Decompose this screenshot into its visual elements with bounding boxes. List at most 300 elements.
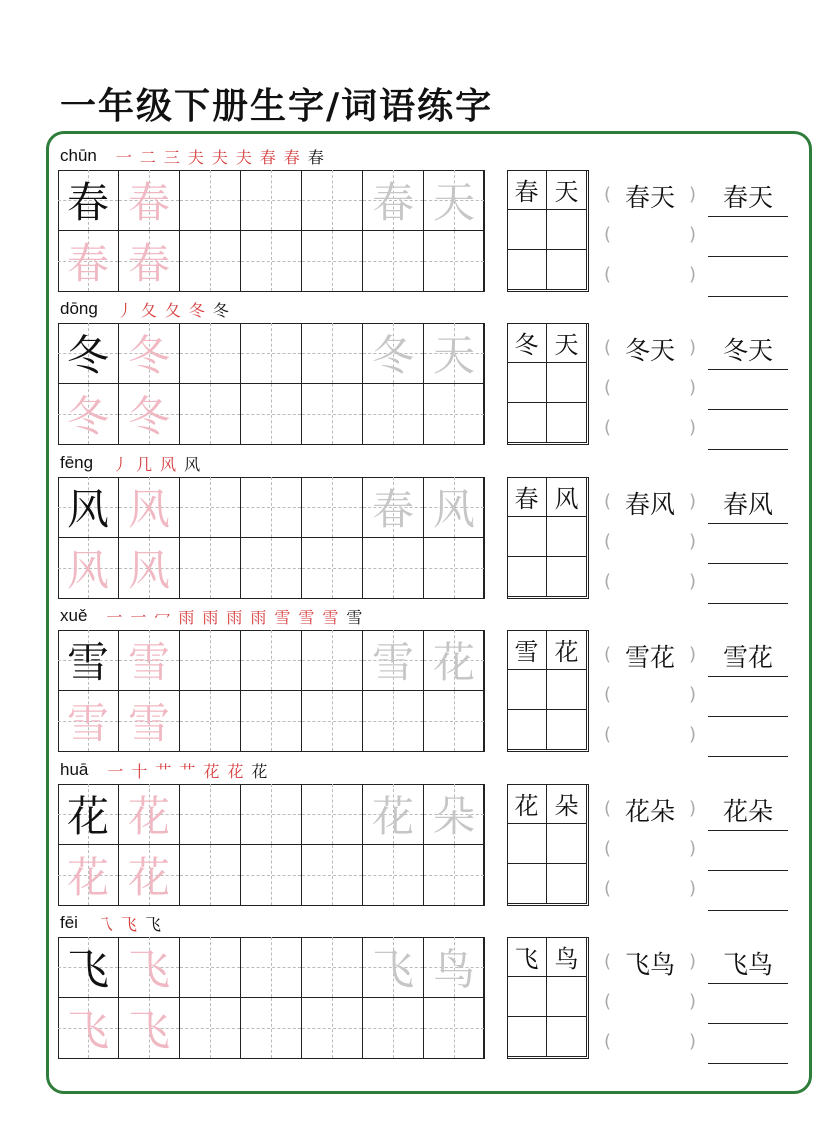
word-grid-cell[interactable]: 风 (547, 477, 587, 517)
word-grid-cell[interactable]: 冬 (507, 323, 547, 363)
grid-cell[interactable] (363, 323, 424, 384)
stroke-order-step: 冬 (188, 300, 205, 320)
underline-word: 雪花 (722, 643, 773, 672)
grid-cell[interactable] (241, 630, 302, 691)
trace-character: 风 (127, 546, 170, 595)
left-paren: ( (604, 684, 612, 705)
grid-cell[interactable] (58, 477, 119, 538)
grid-cell[interactable] (58, 937, 119, 998)
stroke-order-step: 冬 (212, 300, 229, 320)
grid-cell[interactable] (424, 384, 485, 445)
word-hint-character: 风 (432, 485, 475, 534)
character-section (0, 298, 840, 451)
grid-cell[interactable] (180, 384, 241, 445)
trace-character: 冬 (127, 331, 170, 380)
grid-cell[interactable] (241, 998, 302, 1059)
paren-answer-slot[interactable] (604, 985, 696, 1021)
right-paren: ) (688, 644, 696, 665)
stroke-order-step: 雨 (178, 607, 195, 627)
underline-answer-slot[interactable] (708, 873, 788, 911)
underline-answer-slot[interactable] (708, 679, 788, 717)
grid-cell[interactable] (302, 998, 363, 1059)
paren-answer-slot[interactable] (604, 371, 696, 407)
left-paren: ( (604, 491, 612, 512)
right-paren: ) (688, 491, 696, 512)
word-grid-cell[interactable] (507, 210, 547, 250)
word-grid-cell[interactable]: 朵 (547, 784, 587, 824)
word-grid-cell[interactable] (547, 403, 587, 443)
stroke-order-step: 艹 (179, 761, 196, 781)
grid-cell[interactable] (241, 323, 302, 384)
trace-character: 花 (66, 853, 109, 902)
grid-cell[interactable] (58, 845, 119, 906)
right-paren: ) (688, 838, 696, 859)
underline-answer-slot[interactable] (708, 179, 788, 217)
paren-answer-slot[interactable] (604, 718, 696, 754)
grid-cell[interactable] (58, 538, 119, 599)
grid-cell[interactable] (424, 323, 485, 384)
stroke-order-step: 春 (283, 147, 300, 167)
practice-grid (58, 784, 484, 906)
stroke-order-step: 风 (160, 454, 177, 474)
right-paren: ) (688, 224, 696, 245)
grid-cell[interactable] (180, 323, 241, 384)
right-paren: ) (688, 798, 696, 819)
character-section (0, 912, 840, 1065)
stroke-order-step: 夫 (235, 147, 252, 167)
stroke-order-step: 花 (251, 761, 268, 781)
underline-answer-slot[interactable] (708, 833, 788, 871)
grid-cell[interactable] (119, 384, 180, 445)
word-grid-cell[interactable] (547, 517, 587, 557)
practice-grid (58, 630, 484, 752)
pinyin-stroke-row (60, 605, 367, 627)
word-grid-cell[interactable]: 鸟 (547, 937, 587, 977)
right-paren: ) (688, 951, 696, 972)
grid-cell[interactable] (241, 845, 302, 906)
trace-character: 风 (127, 485, 170, 534)
pinyin-label: xuě (60, 606, 88, 625)
grid-cell[interactable] (424, 691, 485, 752)
word-grid (507, 323, 589, 445)
stroke-order-step: 二 (139, 147, 156, 167)
practice-grid (58, 477, 484, 599)
paren-answer-slot[interactable] (604, 945, 696, 981)
word-grid-cell[interactable]: 花 (547, 630, 587, 670)
word-hint-character: 朵 (432, 792, 475, 841)
right-paren: ) (688, 724, 696, 745)
grid-cell[interactable] (302, 477, 363, 538)
word-hint-character: 花 (371, 792, 414, 841)
pinyin-label: chūn (60, 146, 97, 165)
word-grid-cell[interactable] (507, 517, 547, 557)
word-grid-cell[interactable]: 春 (507, 170, 547, 210)
trace-character: 雪 (127, 699, 170, 748)
stroke-order-step: 花 (203, 761, 220, 781)
underline-answer-slot[interactable] (708, 1026, 788, 1064)
grid-cell[interactable] (58, 384, 119, 445)
grid-cell[interactable] (424, 170, 485, 231)
word-grid (507, 784, 589, 906)
stroke-order-step: 一 (130, 607, 147, 627)
underline-answer-slot[interactable] (708, 372, 788, 410)
page-title: 一年级下册生字/词语练字 (60, 86, 494, 127)
left-paren: ( (604, 571, 612, 592)
stroke-order-step: 雪 (322, 607, 339, 627)
model-character: 冬 (66, 331, 109, 380)
word-hint-character: 冬 (371, 331, 414, 380)
paren-answer-slot[interactable] (604, 411, 696, 447)
grid-cell[interactable] (241, 691, 302, 752)
underline-answer-slot[interactable] (708, 332, 788, 370)
word-grid (507, 630, 589, 752)
model-character: 风 (66, 485, 109, 534)
practice-grid (58, 937, 484, 1059)
underline-answer-slot[interactable] (708, 486, 788, 524)
trace-character: 雪 (66, 699, 109, 748)
underline-word: 飞鸟 (722, 950, 773, 979)
grid-cell[interactable] (363, 784, 424, 845)
right-paren: ) (688, 531, 696, 552)
word-grid-cell[interactable] (507, 670, 547, 710)
underline-word: 春风 (722, 490, 773, 519)
word-grid-cell[interactable] (547, 977, 587, 1017)
paren-answer-slot[interactable] (604, 832, 696, 868)
paren-answer-slot[interactable] (604, 872, 696, 908)
stroke-order-step: 雪 (274, 607, 291, 627)
grid-cell[interactable] (119, 323, 180, 384)
stroke-order-step: 春 (307, 147, 324, 167)
stroke-order-step: 飞 (120, 914, 137, 934)
grid-cell[interactable] (302, 630, 363, 691)
word-grid-cell[interactable] (507, 557, 547, 597)
word-grid-cell[interactable] (547, 824, 587, 864)
grid-cell[interactable] (302, 231, 363, 292)
trace-character: 春 (127, 239, 170, 288)
pinyin-stroke-row (60, 145, 329, 167)
grid-cell[interactable] (58, 630, 119, 691)
model-character: 花 (66, 792, 109, 841)
grid-cell[interactable] (363, 998, 424, 1059)
grid-cell[interactable] (363, 170, 424, 231)
grid-cell[interactable] (302, 384, 363, 445)
word-grid-cell[interactable] (547, 670, 587, 710)
grid-cell[interactable] (241, 937, 302, 998)
grid-cell[interactable] (180, 784, 241, 845)
grid-cell[interactable] (241, 384, 302, 445)
stroke-order-step: 雨 (226, 607, 243, 627)
left-paren: ( (604, 184, 612, 205)
right-paren: ) (688, 337, 696, 358)
word-grid-cell[interactable]: 雪 (507, 630, 547, 670)
underline-answer-slot[interactable] (708, 719, 788, 757)
model-character: 飞 (66, 945, 109, 994)
word-grid-cell[interactable] (507, 710, 547, 750)
stroke-order-step: 雨 (202, 607, 219, 627)
stroke-order-step: 夂 (164, 300, 181, 320)
left-paren: ( (604, 377, 612, 398)
underline-answer-slot[interactable] (708, 639, 788, 677)
stroke-order-step: 飞 (144, 914, 161, 934)
stroke-order-step: 几 (136, 454, 153, 474)
grid-cell[interactable] (363, 691, 424, 752)
word-grid-cell[interactable] (547, 864, 587, 904)
right-paren: ) (688, 264, 696, 285)
left-paren: ( (604, 417, 612, 438)
pinyin-stroke-row (60, 912, 166, 934)
trace-character: 春 (66, 239, 109, 288)
character-section (0, 145, 840, 298)
word-grid-cell[interactable] (547, 1017, 587, 1057)
stroke-order-step: 一 (106, 607, 123, 627)
grid-cell[interactable] (302, 937, 363, 998)
left-paren: ( (604, 951, 612, 972)
stroke-order-step: 三 (163, 147, 180, 167)
stroke-order-step: 夫 (187, 147, 204, 167)
underline-answer-slot[interactable] (708, 793, 788, 831)
paren-word: 花朵 (624, 797, 675, 826)
paren-word: 雪花 (624, 643, 675, 672)
pinyin-label: fēi (60, 913, 78, 932)
paren-word: 春风 (624, 490, 675, 519)
paren-word: 春天 (624, 183, 675, 212)
stroke-order-step: 夂 (140, 300, 157, 320)
grid-cell[interactable] (119, 538, 180, 599)
grid-cell[interactable] (424, 538, 485, 599)
trace-character: 春 (127, 178, 170, 227)
grid-cell[interactable] (363, 845, 424, 906)
trace-character: 雪 (127, 638, 170, 687)
left-paren: ( (604, 838, 612, 859)
grid-cell[interactable] (424, 845, 485, 906)
stroke-order-step: 雪 (298, 607, 315, 627)
paren-answer-slot[interactable] (604, 792, 696, 828)
paren-answer-slot[interactable] (604, 638, 696, 674)
practice-grid (58, 170, 484, 292)
right-paren: ) (688, 571, 696, 592)
paren-answer-slot[interactable] (604, 331, 696, 367)
grid-cell[interactable] (58, 691, 119, 752)
left-paren: ( (604, 531, 612, 552)
grid-cell[interactable] (424, 477, 485, 538)
grid-cell[interactable] (180, 538, 241, 599)
grid-cell[interactable] (180, 231, 241, 292)
left-paren: ( (604, 798, 612, 819)
stroke-order-step: 花 (227, 761, 244, 781)
paren-answer-slot[interactable] (604, 678, 696, 714)
trace-character: 花 (127, 792, 170, 841)
grid-cell[interactable] (363, 538, 424, 599)
word-grid-cell[interactable] (507, 824, 547, 864)
pinyin-label: huā (60, 760, 89, 779)
stroke-order-step: 一 (107, 761, 124, 781)
stroke-order-step: 艹 (155, 761, 172, 781)
underline-answer-slot[interactable] (708, 259, 788, 297)
word-grid-cell[interactable]: 飞 (507, 937, 547, 977)
grid-cell[interactable] (424, 630, 485, 691)
trace-character: 冬 (66, 392, 109, 441)
word-grid-cell[interactable] (507, 363, 547, 403)
word-hint-character: 花 (432, 638, 475, 687)
word-grid-cell[interactable] (547, 363, 587, 403)
grid-cell[interactable] (363, 231, 424, 292)
stroke-order-step: 夫 (211, 147, 228, 167)
grid-cell[interactable] (424, 937, 485, 998)
word-grid (507, 937, 589, 1059)
grid-cell[interactable] (241, 170, 302, 231)
grid-cell[interactable] (180, 691, 241, 752)
word-grid-cell[interactable] (507, 977, 547, 1017)
word-grid-cell[interactable] (547, 557, 587, 597)
right-paren: ) (688, 417, 696, 438)
stroke-order-step: 春 (259, 147, 276, 167)
trace-character: 飞 (127, 1006, 170, 1055)
underline-answer-slot[interactable] (708, 412, 788, 450)
character-section (0, 605, 840, 758)
paren-word: 冬天 (624, 336, 675, 365)
word-grid-cell[interactable]: 花 (507, 784, 547, 824)
paren-answer-slot[interactable] (604, 178, 696, 214)
grid-cell[interactable] (58, 784, 119, 845)
grid-cell[interactable] (180, 937, 241, 998)
word-hint-character: 雪 (371, 638, 414, 687)
grid-cell[interactable] (180, 477, 241, 538)
grid-cell[interactable] (302, 538, 363, 599)
word-grid-cell[interactable] (507, 1017, 547, 1057)
word-hint-character: 天 (432, 331, 475, 380)
grid-cell[interactable] (302, 691, 363, 752)
word-hint-character: 天 (432, 178, 475, 227)
grid-cell[interactable] (58, 170, 119, 231)
practice-grid (58, 323, 484, 445)
model-character: 雪 (66, 638, 109, 687)
left-paren: ( (604, 337, 612, 358)
left-paren: ( (604, 224, 612, 245)
stroke-order-step: 丿 (112, 454, 129, 474)
stroke-order-step: 雨 (250, 607, 267, 627)
word-grid-cell[interactable] (507, 250, 547, 290)
grid-cell[interactable] (363, 384, 424, 445)
left-paren: ( (604, 644, 612, 665)
grid-cell[interactable] (58, 323, 119, 384)
character-section (0, 759, 840, 912)
pinyin-stroke-row (60, 759, 272, 781)
paren-word: 飞鸟 (624, 950, 675, 979)
stroke-order-step: 风 (184, 454, 201, 474)
trace-character: 飞 (127, 945, 170, 994)
word-grid-cell[interactable]: 春 (507, 477, 547, 517)
stroke-order-step: 一 (115, 147, 132, 167)
underline-answer-slot[interactable] (708, 946, 788, 984)
paren-answer-slot[interactable] (604, 525, 696, 561)
stroke-order-step: 乁 (96, 914, 113, 934)
right-paren: ) (688, 991, 696, 1012)
paren-answer-slot[interactable] (604, 1025, 696, 1061)
grid-cell[interactable] (363, 937, 424, 998)
word-grid-cell[interactable] (547, 210, 587, 250)
right-paren: ) (688, 878, 696, 899)
word-grid (507, 170, 589, 292)
grid-cell[interactable] (241, 538, 302, 599)
left-paren: ( (604, 991, 612, 1012)
underline-answer-slot[interactable] (708, 526, 788, 564)
left-paren: ( (604, 264, 612, 285)
grid-cell[interactable] (58, 231, 119, 292)
grid-cell[interactable] (424, 998, 485, 1059)
underline-word: 冬天 (722, 336, 773, 365)
word-grid-cell[interactable] (547, 710, 587, 750)
grid-cell[interactable] (302, 323, 363, 384)
stroke-order-step: 丿 (116, 300, 133, 320)
grid-cell[interactable] (119, 998, 180, 1059)
grid-cell[interactable] (119, 937, 180, 998)
underline-word: 花朵 (722, 797, 773, 826)
stroke-order-step: 十 (131, 761, 148, 781)
grid-cell[interactable] (180, 998, 241, 1059)
grid-cell[interactable] (363, 630, 424, 691)
paren-answer-slot[interactable] (604, 485, 696, 521)
pinyin-label: dōng (60, 299, 98, 318)
paren-answer-slot[interactable] (604, 218, 696, 254)
grid-cell[interactable] (119, 691, 180, 752)
grid-cell[interactable] (241, 477, 302, 538)
grid-cell[interactable] (119, 231, 180, 292)
underline-answer-slot[interactable] (708, 566, 788, 604)
grid-cell[interactable] (241, 784, 302, 845)
grid-cell[interactable] (302, 170, 363, 231)
paren-answer-slot[interactable] (604, 258, 696, 294)
grid-cell[interactable] (58, 998, 119, 1059)
pinyin-label: fēng (60, 453, 94, 472)
word-grid-cell[interactable] (507, 864, 547, 904)
grid-cell[interactable] (119, 845, 180, 906)
grid-cell[interactable] (363, 477, 424, 538)
word-grid-cell[interactable] (547, 250, 587, 290)
grid-cell[interactable] (180, 630, 241, 691)
word-hint-character: 飞 (371, 945, 414, 994)
grid-cell[interactable] (180, 170, 241, 231)
right-paren: ) (688, 1031, 696, 1052)
grid-cell[interactable] (302, 784, 363, 845)
right-paren: ) (688, 184, 696, 205)
grid-cell[interactable] (241, 231, 302, 292)
underline-answer-slot[interactable] (708, 986, 788, 1024)
left-paren: ( (604, 724, 612, 745)
grid-cell[interactable] (119, 170, 180, 231)
model-character: 春 (66, 178, 109, 227)
grid-cell[interactable] (424, 231, 485, 292)
grid-cell[interactable] (424, 784, 485, 845)
grid-cell[interactable] (119, 477, 180, 538)
grid-cell[interactable] (119, 784, 180, 845)
right-paren: ) (688, 684, 696, 705)
stroke-order-step: 雪 (346, 607, 363, 627)
grid-cell[interactable] (180, 845, 241, 906)
character-section (0, 452, 840, 605)
grid-cell[interactable] (119, 630, 180, 691)
trace-character: 冬 (127, 392, 170, 441)
paren-answer-slot[interactable] (604, 565, 696, 601)
word-grid-cell[interactable]: 天 (547, 170, 587, 210)
word-grid-cell[interactable] (507, 403, 547, 443)
grid-cell[interactable] (302, 845, 363, 906)
word-hint-character: 鸟 (432, 945, 475, 994)
right-paren: ) (688, 377, 696, 398)
stroke-order-step: 冖 (154, 607, 171, 627)
underline-answer-slot[interactable] (708, 219, 788, 257)
left-paren: ( (604, 878, 612, 899)
word-grid-cell[interactable]: 天 (547, 323, 587, 363)
